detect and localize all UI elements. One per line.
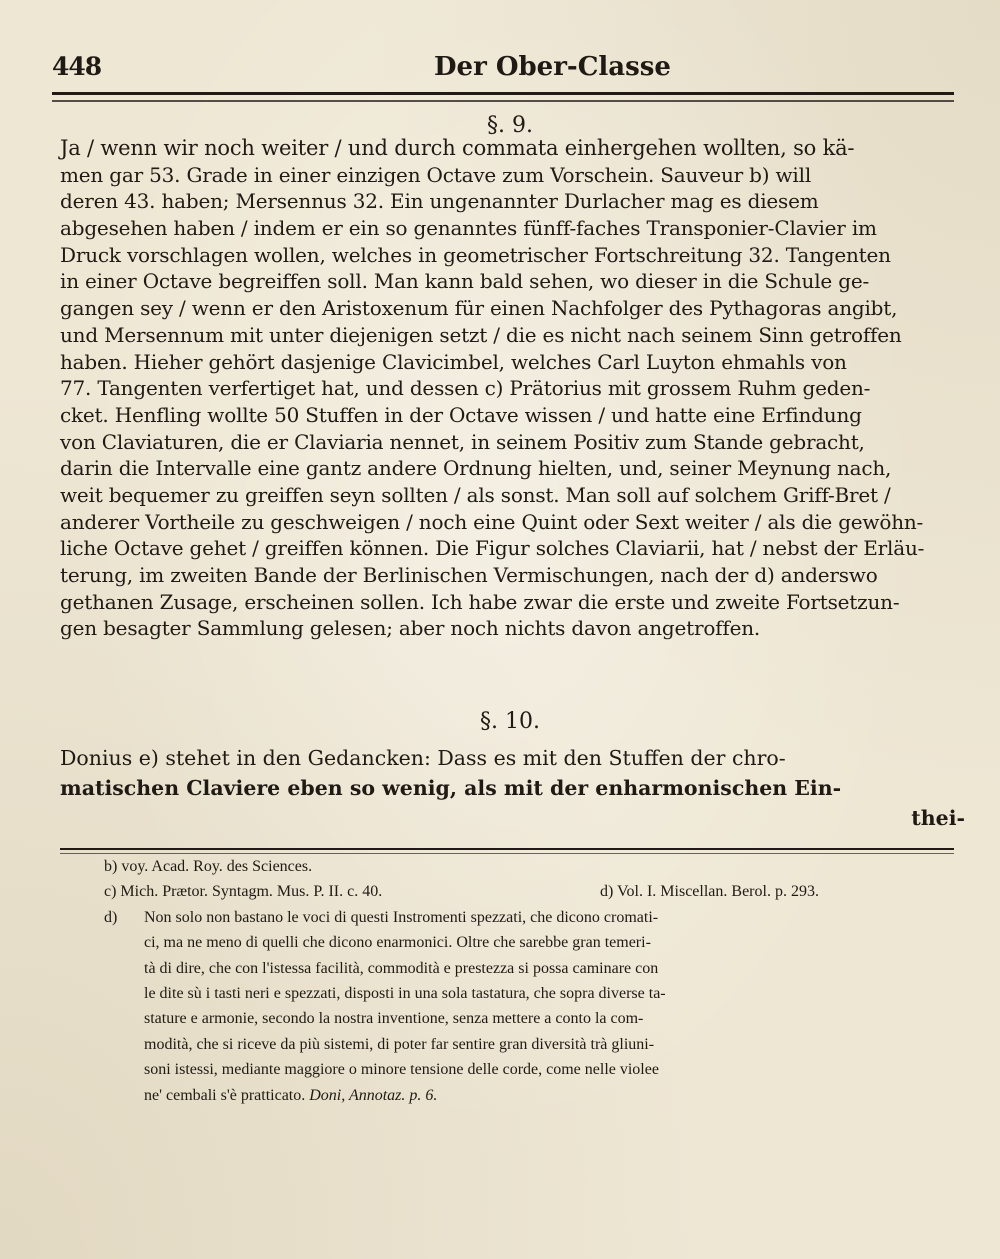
text-line: gethanen Zusage, erscheinen sollen. Ich habe zwar die erste und zweite Fortsetzun- — [60, 589, 900, 614]
text-line: weit bequemer zu greiffen seyn sollten / als sonst. Man soll auf solchem Griff-Bret / — [60, 482, 891, 507]
footnote-citation: Doni, Annotaz. p. 6. — [309, 1086, 438, 1104]
text-line: anderer Vortheile zu geschweigen / noch eine Quint oder Sext weiter / als die gewöhn- — [60, 509, 924, 534]
text-line: darin die Intervalle eine gantz andere Ordnung hielten, und, seiner Meynung nach, — [60, 456, 892, 481]
footnotes — [104, 854, 964, 1108]
footnote-last-line — [104, 1083, 964, 1108]
text-line: matischen Claviere eben so wenig, als mit der enharmonischen Ein- — [60, 776, 842, 800]
page-number: 448 — [52, 52, 102, 81]
text-line: von Claviaturen, die er Claviaria nennet, in seinem Positiv zum Stande gebracht, — [60, 429, 865, 454]
section-10-text — [60, 743, 965, 833]
text-line: in einer Octave begreiffen soll. Man kann bald sehen, wo dieser in die Schule ge- — [60, 269, 870, 294]
footnote-line: modità, che si riceve da più sistemi, di poter far sentire gran diversità trà gliuni- — [144, 1035, 655, 1053]
footnote-c-d-ref — [104, 879, 964, 904]
text-line: abgesehen haben / indem er ein so genanntes fünff-faches Transponier-Clavier im — [60, 216, 877, 241]
text-line: 77. Tangenten verfertiget hat, und dessen c) Prätorius mit grossem Ruhm geden- — [60, 376, 871, 401]
footnote-line: Non solo non bastano le voci di questi Instromenti spezzati, che dicono cromati- — [144, 908, 659, 926]
footnote-line: soni istessi, mediante maggiore o minore tensione delle corde, come nelle violee — [144, 1061, 659, 1079]
footnote-b: b) voy. Acad. Roy. des Sciences. — [104, 858, 313, 875]
footnote-line: tà di dire, che con l'istessa facilità, commodità e prestezza si possa caminare con — [144, 959, 659, 977]
footnote-d-first — [104, 905, 964, 930]
footnote-d-ref: d) Vol. I. Miscellan. Berol. p. 293. — [600, 883, 819, 901]
section-heading-9: §. 9. — [487, 113, 533, 138]
text-line: deren 43. haben; Mersennus 32. Ein ungenannter Durlacher mag es diesem — [60, 189, 819, 214]
text-line: men gar 53. Grade in einer einzigen Octave zum Vorschein. Sauveur b) will — [60, 162, 812, 187]
section-9-text — [60, 135, 965, 642]
catchword: thei- — [911, 806, 965, 830]
text-line: Donius e) stehet in den Gedancken: Dass es mit den Stuffen der chro- — [60, 746, 786, 770]
section-heading-10: §. 10. — [480, 709, 540, 734]
footnote-line: ne' cembali s'è pratticato. — [144, 1086, 306, 1104]
text-line: gen besagter Sammlung gelesen; aber noch nichts davon angetroffen. — [60, 616, 761, 641]
text-line: gangen sey / wenn er den Aristoxenum für einen Nachfolger des Pythagoras angibt, — [60, 296, 898, 321]
text-line: haben. Hieher gehört dasjenige Clavicimbel, welches Carl Luyton ehmahls von — [60, 349, 847, 374]
footnote-line: stature e armonie, secondo la nostra inventione, senza mettere a conto la com- — [144, 1010, 644, 1028]
footnote-rule — [60, 848, 954, 850]
page-header — [52, 48, 954, 88]
text-line: terung, im zweiten Bande der Berlinischen Vermischungen, nach der d) anderswo — [60, 563, 878, 587]
header-rule-thin — [52, 100, 954, 102]
text-line: Druck vorschlagen wollen, welches in geometrischer Fortschreitung 32. Tangenten — [60, 242, 891, 267]
header-rule — [52, 92, 954, 95]
footnote-line: ci, ma ne meno di quelli che dicono enarmonici. Oltre che sarebbe gran temeri- — [144, 934, 651, 952]
footnote-line: le dite sù i tasti neri e spezzati, disposti in una sola tastatura, che sopra diverse ta- — [144, 984, 666, 1002]
footnote-label: d) — [104, 908, 118, 926]
text-line: liche Octave gehet / greiffen können. Die Figur solches Claviarii, hat / nebst der Erläu- — [60, 536, 925, 561]
text-line: Ja / wenn wir noch weiter / und durch commata einhergehen wollten, so kä- — [60, 136, 855, 160]
text-line: cket. Henfling wollte 50 Stuffen in der Octave wissen / und hatte eine Erfindung — [60, 402, 862, 427]
text-line: und Mersennum mit unter diejenigen setzt / die es nicht nach seinem Sinn getroffen — [60, 322, 902, 347]
running-head: Der Ober-Classe — [434, 52, 671, 82]
footnote-c: c) Mich. Prætor. Syntagm. Mus. P. II. c. 40. — [104, 883, 383, 901]
